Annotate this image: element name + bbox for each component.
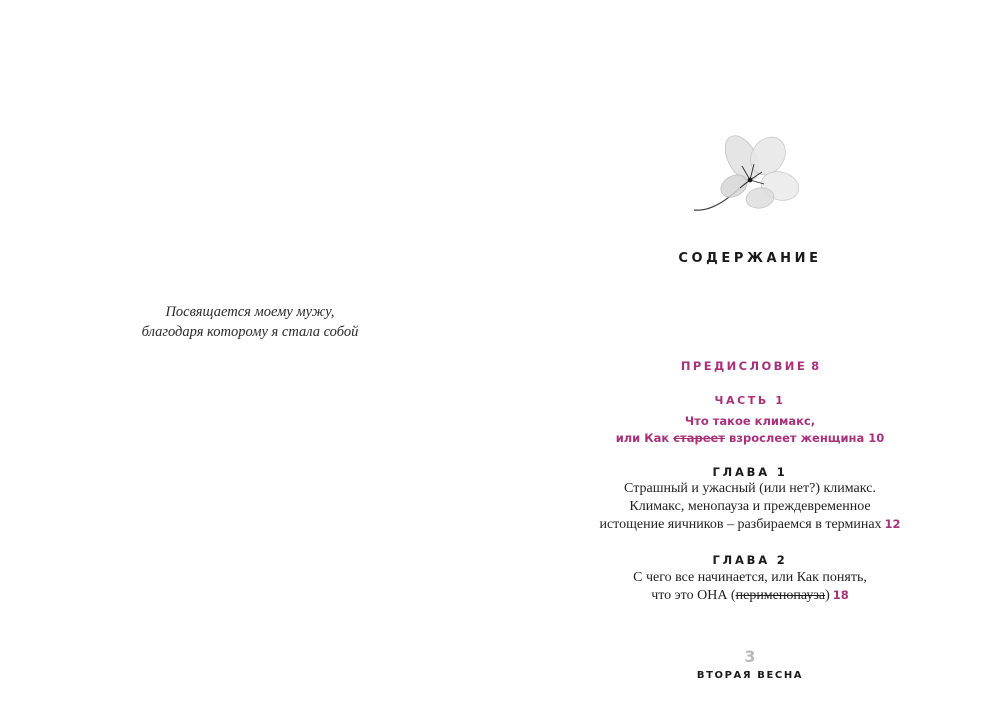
toc-part-1-heading: ЧАСТЬ 1	[714, 394, 786, 407]
preface-label: ПРЕДИСЛОВИЕ	[680, 359, 808, 373]
flower-icon	[690, 128, 810, 218]
part-1-text-before: или Как	[615, 431, 670, 445]
part-1-text-after: взрослеет женщина	[729, 431, 865, 445]
contents-title: СОДЕРЖАНИЕ	[678, 251, 822, 266]
dedication-line-2: благодаря которому я стала собой	[141, 324, 359, 340]
toc-chapter-1-line-1[interactable]: Страшный и ужасный (или нет?) климакс.	[624, 481, 876, 496]
running-title: ВТОРАЯ ВЕСНА	[696, 670, 804, 681]
dedication-line-1: Посвящается моему мужу,	[165, 304, 335, 320]
toc-chapter-2-heading: ГЛАВА 2	[712, 553, 788, 567]
preface-page: 8	[811, 359, 820, 373]
toc-chapter-1-heading: ГЛАВА 1	[712, 465, 788, 479]
toc-part-1-title-line-2[interactable]	[500, 431, 1000, 445]
dedication	[0, 302, 500, 342]
chapter-2-struck-word: перименопауза	[735, 588, 826, 603]
toc-chapter-1-line-2[interactable]: Климакс, менопауза и преждевременное	[629, 499, 871, 514]
chapter-2-text-after: )	[825, 588, 830, 603]
part-1-page: 10	[868, 431, 885, 445]
chapter-2-text-before: что это ОНА (	[651, 588, 736, 603]
toc-preface[interactable]	[500, 359, 1000, 373]
part-1-struck-word: стареет	[673, 431, 725, 445]
toc-part-1-title-line-1[interactable]: Что такое климакс,	[684, 414, 816, 428]
chapter-1-line-3-text: истощение яичников – разбираемся в терминах	[599, 517, 882, 532]
chapter-2-page: 18	[832, 588, 849, 602]
right-page	[500, 0, 1000, 714]
page-number: 3	[744, 647, 756, 666]
toc-chapter-2-line-1[interactable]: С чего все начинается, или Как понять,	[633, 570, 867, 585]
toc-chapter-1-line-3[interactable]	[500, 517, 1000, 533]
chapter-1-page: 12	[884, 517, 901, 531]
toc-chapter-2-line-2[interactable]	[500, 588, 1000, 604]
